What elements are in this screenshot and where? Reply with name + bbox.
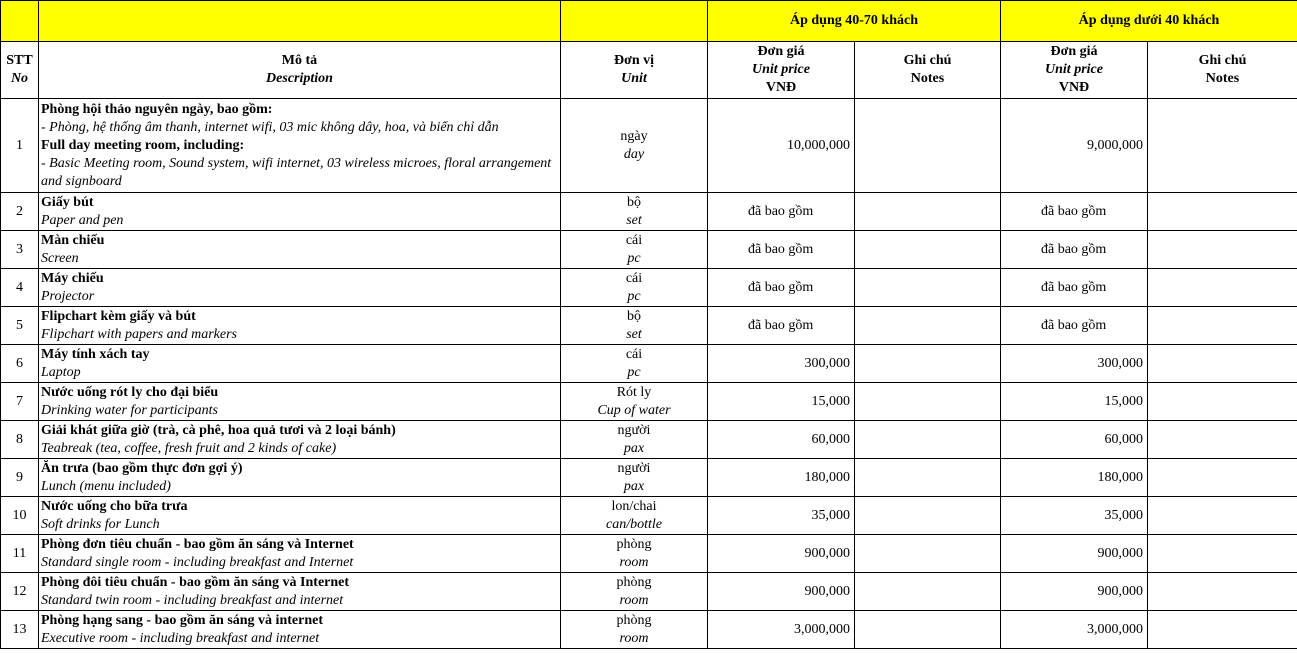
- notes-a-header: [855, 42, 1001, 99]
- desc-header-en: Description: [266, 71, 333, 86]
- price-a: 10,000,000: [708, 99, 855, 193]
- unit-vi: ngày: [620, 128, 648, 144]
- notes-b: [1148, 535, 1297, 573]
- row-unit: [561, 383, 708, 421]
- desc-vi: Giấy bút: [41, 194, 94, 210]
- notes-b: [1148, 269, 1297, 307]
- notes-a-header-en: Notes: [910, 71, 945, 86]
- row-unit: [561, 611, 708, 649]
- notes-a: [855, 99, 1001, 193]
- row-unit: [561, 99, 708, 193]
- notes-b: [1148, 193, 1297, 231]
- group-b-header: Áp dụng dưới 40 khách: [1001, 1, 1297, 42]
- notes-b: [1148, 421, 1297, 459]
- desc-en: Lunch (menu included): [41, 478, 171, 494]
- unit-en: pc: [627, 288, 641, 304]
- notes-b: [1148, 99, 1297, 193]
- row-unit: [561, 269, 708, 307]
- desc-line-1: Phòng hội thảo nguyên ngày, bao gồm:: [41, 101, 273, 117]
- row-description: [39, 459, 561, 497]
- desc-vi: Máy tính xách tay: [41, 346, 150, 362]
- notes-b: [1148, 383, 1297, 421]
- price-a: 35,000: [708, 497, 855, 535]
- desc-en: Standard single room - including breakfast and Internet: [41, 554, 354, 570]
- unit-vi: cái: [625, 232, 643, 248]
- price-b: 900,000: [1001, 535, 1148, 573]
- desc-header: [39, 42, 561, 99]
- notes-b: [1148, 497, 1297, 535]
- desc-vi: Flipchart kèm giấy và bút: [41, 308, 196, 324]
- unit-vi: phòng: [616, 612, 652, 628]
- unit-en: set: [626, 326, 642, 342]
- stt-header-en: No: [10, 71, 29, 86]
- notes-b-header: [1148, 42, 1297, 99]
- price-b: 9,000,000: [1001, 99, 1148, 193]
- desc-vi: Ăn trưa (bao gồm thực đơn gợi ý): [41, 460, 243, 476]
- price-b: đã bao gồm: [1001, 269, 1148, 307]
- notes-a: [855, 421, 1001, 459]
- unit-header-vi: Đơn vị: [613, 53, 655, 68]
- row-unit: [561, 231, 708, 269]
- row-number: 4: [1, 269, 39, 307]
- desc-en: Executive room - including breakfast and internet: [41, 630, 320, 646]
- price-b: đã bao gồm: [1001, 193, 1148, 231]
- row-description: [39, 99, 561, 193]
- notes-b: [1148, 459, 1297, 497]
- notes-b: [1148, 231, 1297, 269]
- unit-en: room: [619, 554, 649, 570]
- desc-vi: Phòng đôi tiêu chuẩn - bao gồm ăn sáng và Internet: [41, 574, 350, 590]
- desc-line-2: - Phòng, hệ thống âm thanh, internet wifi, 03 mic không dây, hoa, và biển chỉ dẫn: [41, 119, 499, 135]
- unit-vi: lon/chai: [611, 498, 657, 514]
- row-description: [39, 421, 561, 459]
- table-row: [1, 99, 1297, 193]
- notes-b-header-en: Notes: [1205, 71, 1240, 86]
- stt-header: [1, 42, 39, 99]
- price-a: đã bao gồm: [708, 193, 855, 231]
- desc-en: Paper and pen: [41, 212, 124, 228]
- row-unit: [561, 573, 708, 611]
- table-row: [1, 535, 1297, 573]
- row-number: 1: [1, 99, 39, 193]
- notes-a: [855, 573, 1001, 611]
- table-row: [1, 383, 1297, 421]
- unit-en: day: [623, 146, 645, 162]
- row-number: 10: [1, 497, 39, 535]
- desc-vi: Phòng hạng sang - bao gồm ăn sáng và internet: [41, 612, 323, 628]
- notes-b-header-vi: Ghi chú: [1198, 53, 1247, 68]
- stt-header-vi: STT: [6, 53, 33, 68]
- unit-vi: cái: [625, 270, 643, 286]
- unit-vi: người: [617, 422, 651, 438]
- unit-en: room: [619, 592, 649, 608]
- row-number: 5: [1, 307, 39, 345]
- notes-a: [855, 383, 1001, 421]
- price-a: 900,000: [708, 535, 855, 573]
- desc-line-4: - Basic Meeting room, Sound system, wifi internet, 03 wireless microes, floral arrangement and signboard: [41, 155, 552, 189]
- price-b: đã bao gồm: [1001, 307, 1148, 345]
- row-unit: [561, 345, 708, 383]
- unit-vi: phòng: [616, 574, 652, 590]
- desc-en: Soft drinks for Lunch: [41, 516, 160, 532]
- row-unit: [561, 193, 708, 231]
- table-row: [1, 345, 1297, 383]
- notes-b: [1148, 345, 1297, 383]
- price-b-header-en: Unit price: [1045, 62, 1103, 77]
- unit-vi: bộ: [627, 194, 641, 210]
- notes-a: [855, 497, 1001, 535]
- yellow-cell: [39, 1, 561, 42]
- notes-b: [1148, 307, 1297, 345]
- row-number: 8: [1, 421, 39, 459]
- desc-en: Drinking water for participants: [41, 402, 218, 418]
- desc-line-3: Full day meeting room, including:: [41, 137, 245, 153]
- desc-vi: Nước uống rót ly cho đại biểu: [41, 384, 219, 400]
- row-number: 2: [1, 193, 39, 231]
- group-header-row: [1, 1, 1297, 42]
- price-b-header-cur: VNĐ: [1058, 80, 1090, 95]
- desc-en: Standard twin room - including breakfast and internet: [41, 592, 344, 608]
- table-row: [1, 269, 1297, 307]
- table-row: [1, 611, 1297, 649]
- price-b: 60,000: [1001, 421, 1148, 459]
- notes-a: [855, 269, 1001, 307]
- yellow-cell: [561, 1, 708, 42]
- row-description: [39, 307, 561, 345]
- unit-vi: phòng: [616, 536, 652, 552]
- notes-a: [855, 611, 1001, 649]
- row-unit: [561, 497, 708, 535]
- price-b: 3,000,000: [1001, 611, 1148, 649]
- desc-vi: Màn chiếu: [41, 232, 105, 248]
- notes-a: [855, 459, 1001, 497]
- unit-vi: bộ: [627, 308, 641, 324]
- price-a: 300,000: [708, 345, 855, 383]
- notes-b: [1148, 573, 1297, 611]
- price-b-header-vi: Đơn giá: [1050, 44, 1098, 59]
- desc-header-vi: Mô tả: [281, 53, 318, 68]
- desc-en: Teabreak (tea, coffee, fresh fruit and 2 kinds of cake): [41, 440, 337, 456]
- table-row: [1, 497, 1297, 535]
- table-row: [1, 231, 1297, 269]
- desc-vi: Nước uống cho bữa trưa: [41, 498, 188, 514]
- desc-en: Flipchart with papers and markers: [41, 326, 237, 342]
- group-a-header: Áp dụng 40-70 khách: [708, 1, 1001, 42]
- price-a: 15,000: [708, 383, 855, 421]
- notes-a: [855, 535, 1001, 573]
- price-b-header: [1001, 42, 1148, 99]
- row-description: [39, 193, 561, 231]
- price-a: đã bao gồm: [708, 231, 855, 269]
- table-row: [1, 307, 1297, 345]
- price-a-header-en: Unit price: [752, 62, 810, 77]
- price-b: 900,000: [1001, 573, 1148, 611]
- unit-en: pc: [627, 364, 641, 380]
- unit-vi: cái: [625, 346, 643, 362]
- price-b: 35,000: [1001, 497, 1148, 535]
- price-a-header: [708, 42, 855, 99]
- unit-en: pc: [627, 250, 641, 266]
- row-number: 9: [1, 459, 39, 497]
- row-description: [39, 231, 561, 269]
- row-number: 7: [1, 383, 39, 421]
- price-a: 180,000: [708, 459, 855, 497]
- column-header-row: [1, 42, 1297, 99]
- table-row: [1, 459, 1297, 497]
- price-b: 300,000: [1001, 345, 1148, 383]
- unit-vi: Rót ly: [616, 384, 652, 400]
- desc-vi: Máy chiếu: [41, 270, 104, 286]
- row-description: [39, 497, 561, 535]
- price-a: 3,000,000: [708, 611, 855, 649]
- unit-vi: người: [617, 460, 651, 476]
- notes-b: [1148, 611, 1297, 649]
- unit-en: room: [619, 630, 649, 646]
- price-a: đã bao gồm: [708, 307, 855, 345]
- desc-vi: Giải khát giữa giờ (trà, cà phê, hoa quả tươi và 2 loại bánh): [41, 422, 396, 438]
- row-number: 6: [1, 345, 39, 383]
- row-description: [39, 383, 561, 421]
- row-number: 3: [1, 231, 39, 269]
- unit-header-en: Unit: [621, 71, 647, 86]
- unit-en: can/bottle: [606, 516, 662, 532]
- price-a: 60,000: [708, 421, 855, 459]
- notes-a: [855, 307, 1001, 345]
- desc-en: Projector: [41, 288, 95, 304]
- price-a: đã bao gồm: [708, 269, 855, 307]
- row-description: [39, 573, 561, 611]
- unit-en: pax: [623, 478, 645, 494]
- row-description: [39, 345, 561, 383]
- notes-a: [855, 345, 1001, 383]
- unit-en: set: [626, 212, 642, 228]
- notes-a: [855, 231, 1001, 269]
- table-row: [1, 421, 1297, 459]
- table-row: [1, 573, 1297, 611]
- row-number: 12: [1, 573, 39, 611]
- row-description: [39, 535, 561, 573]
- row-unit: [561, 535, 708, 573]
- yellow-cell: [1, 1, 39, 42]
- row-number: 11: [1, 535, 39, 573]
- price-a-header-vi: Đơn giá: [757, 44, 805, 59]
- unit-en: Cup of water: [597, 402, 671, 418]
- row-unit: [561, 307, 708, 345]
- row-unit: [561, 459, 708, 497]
- price-b: 180,000: [1001, 459, 1148, 497]
- row-unit: [561, 421, 708, 459]
- price-b: 15,000: [1001, 383, 1148, 421]
- unit-header: [561, 42, 708, 99]
- notes-a-header-vi: Ghi chú: [903, 53, 952, 68]
- price-b: đã bao gồm: [1001, 231, 1148, 269]
- desc-en: Screen: [41, 250, 79, 266]
- desc-en: Laptop: [41, 364, 81, 380]
- row-description: [39, 269, 561, 307]
- unit-en: pax: [623, 440, 645, 456]
- row-number: 13: [1, 611, 39, 649]
- price-a: 900,000: [708, 573, 855, 611]
- table-row: [1, 193, 1297, 231]
- price-a-header-cur: VNĐ: [765, 80, 797, 95]
- desc-vi: Phòng đơn tiêu chuẩn - bao gồm ăn sáng và Internet: [41, 536, 354, 552]
- row-description: [39, 611, 561, 649]
- notes-a: [855, 193, 1001, 231]
